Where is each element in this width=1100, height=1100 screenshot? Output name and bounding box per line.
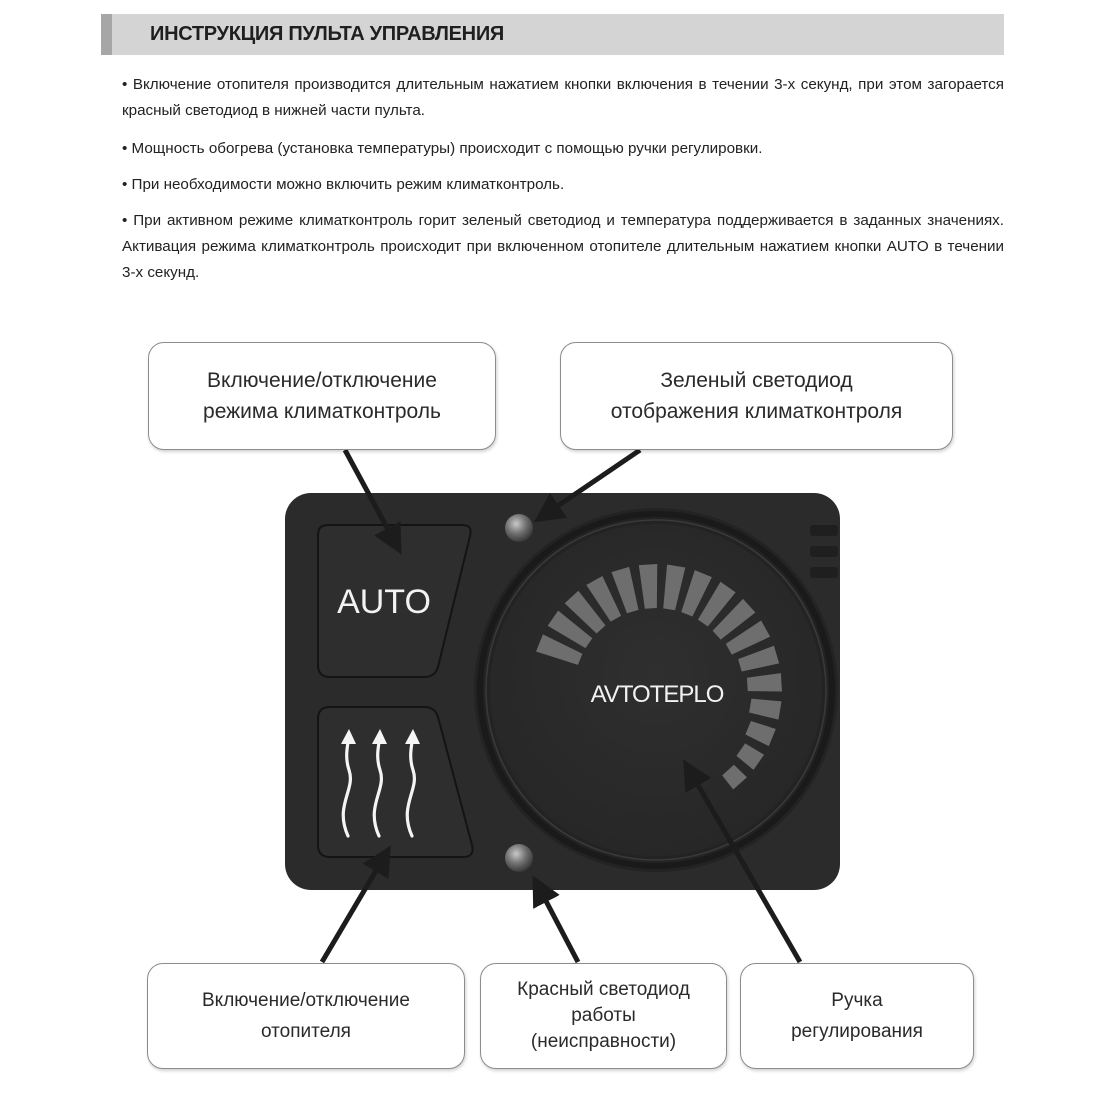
brand-label: AVTOTEPLO bbox=[590, 681, 724, 708]
callout-green-led bbox=[560, 342, 953, 450]
instruction-climate-option: • При необходимости можно включить режим климатконтроль. bbox=[122, 176, 565, 193]
callout-red-line-3: (неисправности) bbox=[530, 1031, 677, 1052]
callout-knob-line-1: Ручка bbox=[831, 990, 883, 1011]
instruction-heat-power: • Мощность обогрева (установка температуры) происходит с помощью ручки регулировки. bbox=[122, 140, 763, 157]
auto-button-label: AUTO bbox=[337, 583, 431, 621]
red-led bbox=[505, 844, 533, 872]
callout-red-line-2: работы bbox=[571, 1005, 636, 1026]
callout-heater-button bbox=[147, 963, 465, 1069]
callout-red-led bbox=[480, 963, 727, 1069]
callout-knob-line-2: регулирования bbox=[791, 1021, 923, 1042]
instruction-climate-active: • При активном режиме климатконтроль горит зеленый светодиод и температура поддерживается в заданных значениях. Активация режима климатконтроль происходит при включенном отопителе длительным нажатием кнопки AUTO в течении 3-х секунд. bbox=[122, 212, 1004, 281]
green-led bbox=[505, 514, 533, 542]
callout-knob bbox=[740, 963, 974, 1069]
instruction-power-on: • Включение отопителя производится длительным нажатием кнопки включения в течении 3-х секунд, при этом загорается красный светодиод в нижней части пульта. bbox=[122, 76, 1004, 119]
callout-heater-line-2: отопителя bbox=[261, 1021, 351, 1042]
page-title: ИНСТРУКЦИЯ ПУЛЬТА УПРАВЛЕНИЯ bbox=[150, 23, 504, 45]
control-knob[interactable] bbox=[474, 508, 838, 872]
callout-red-line-1: Красный светодиод bbox=[517, 979, 690, 1000]
callout-green-line-1: Зеленый светодиод bbox=[660, 369, 853, 392]
callout-heater-line-1: Включение/отключение bbox=[202, 990, 410, 1011]
arrow-red-led bbox=[536, 882, 578, 962]
callout-auto-line-2: режима климатконтроль bbox=[203, 400, 441, 423]
callout-auto-line-1: Включение/отключение bbox=[207, 369, 437, 392]
callout-green-line-2: отображения климатконтроля bbox=[610, 400, 903, 423]
vent-slots bbox=[810, 525, 838, 578]
callout-auto-button bbox=[148, 342, 496, 450]
